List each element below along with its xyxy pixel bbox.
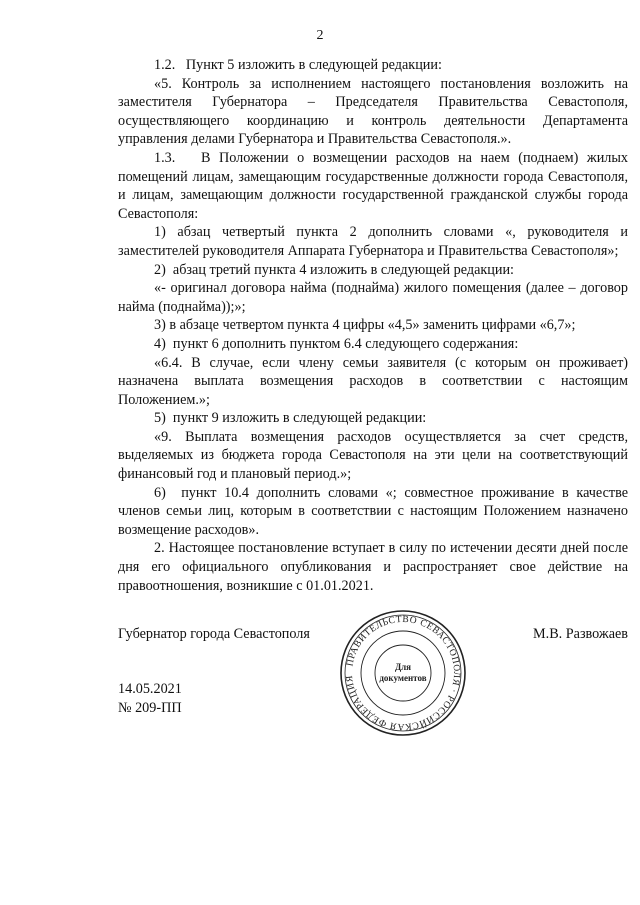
paragraph-1-2: 1.2. Пункт 5 изложить в следующей редакции: <box>154 57 442 73</box>
paragraph-item-3: 3) в абзаце четвертом пункта 4 цифры «4,5» заменить цифрами «6,7»; <box>154 317 576 334</box>
paragraph-item-4: 4) пункт 6 дополнить пунктом 6.4 следующего содержания: <box>154 335 519 352</box>
document-date-block <box>118 680 182 718</box>
paragraph-item-6: 6) пункт 10.4 дополнить словами «; совместное проживание в качестве членов семьи лиц, которым в соответствии с настоящим Положением назначено возмещение расходов». <box>118 484 628 538</box>
paragraph-item-4-quote: «6.4. В случае, если члену семьи заявителя (с которым он проживает) назначена выплата возмещения расходов в соответствии с настоящим Положением.»; <box>118 354 628 408</box>
paragraph-quote-5: «5. Контроль за исполнением настоящего постановления возложить на заместителя Губернатора – Председателя Правительства Севастополя, осуществляющего координацию и контроль деятельности Департамента управления делами Губернатора и Правительства Севастополя.». <box>118 75 628 148</box>
paragraph-item-5-quote: «9. Выплата возмещения расходов осуществляется за счет средств, выделяемых из бюджета города Севастополя на эти цели на соответствующий финансовый год и плановый период.»; <box>118 428 628 483</box>
official-seal <box>338 608 468 738</box>
paragraph-2: 2. Настоящее постановление вступает в силу по истечении десяти дней после дня его официального опубликования и распространяет свое действие на правоотношения, возникшие с 01.01.2021. <box>118 540 628 594</box>
seal-center-line1: Для <box>394 662 412 672</box>
seal-outer-text: ПРАВИТЕЛЬСТВО СЕВАСТОПОЛЯ · РОССИЙСКАЯ ФЕДЕРАЦИЯ <box>344 614 462 732</box>
document-number: № 209-ПП <box>118 700 182 716</box>
paragraph-1-3: 1.3. В Положении о возмещении расходов на наем (поднаем) жилых помещений лицам, замещающим государственные должности города Севастополя, и лицам, замещающим должности государственной гражданской службы города Севастополя: <box>118 149 628 222</box>
document-body <box>118 56 628 595</box>
paragraph-item-2: 2) абзац третий пункта 4 изложить в следующей редакции: <box>154 261 514 278</box>
paragraph-item-1: 1) абзац четвертый пункта 2 дополнить словами «, руководителя и заместителей руководителя Аппарата Губернатора и Правительства Севастополя»; <box>118 224 628 259</box>
signatory-position: Губернатор города Севастополя <box>118 626 310 642</box>
signatory-name: М.В. Развожаев <box>533 626 628 642</box>
paragraph-item-2-quote: «- оригинал договора найма (поднайма) жилого помещения (далее – договор найма (поднайма));»; <box>118 280 628 315</box>
page-number: 2 <box>316 28 324 43</box>
paragraph-item-5: 5) пункт 9 изложить в следующей редакции: <box>154 410 427 427</box>
seal-center-line2: документов <box>379 673 427 683</box>
document-date: 14.05.2021 <box>118 681 182 697</box>
